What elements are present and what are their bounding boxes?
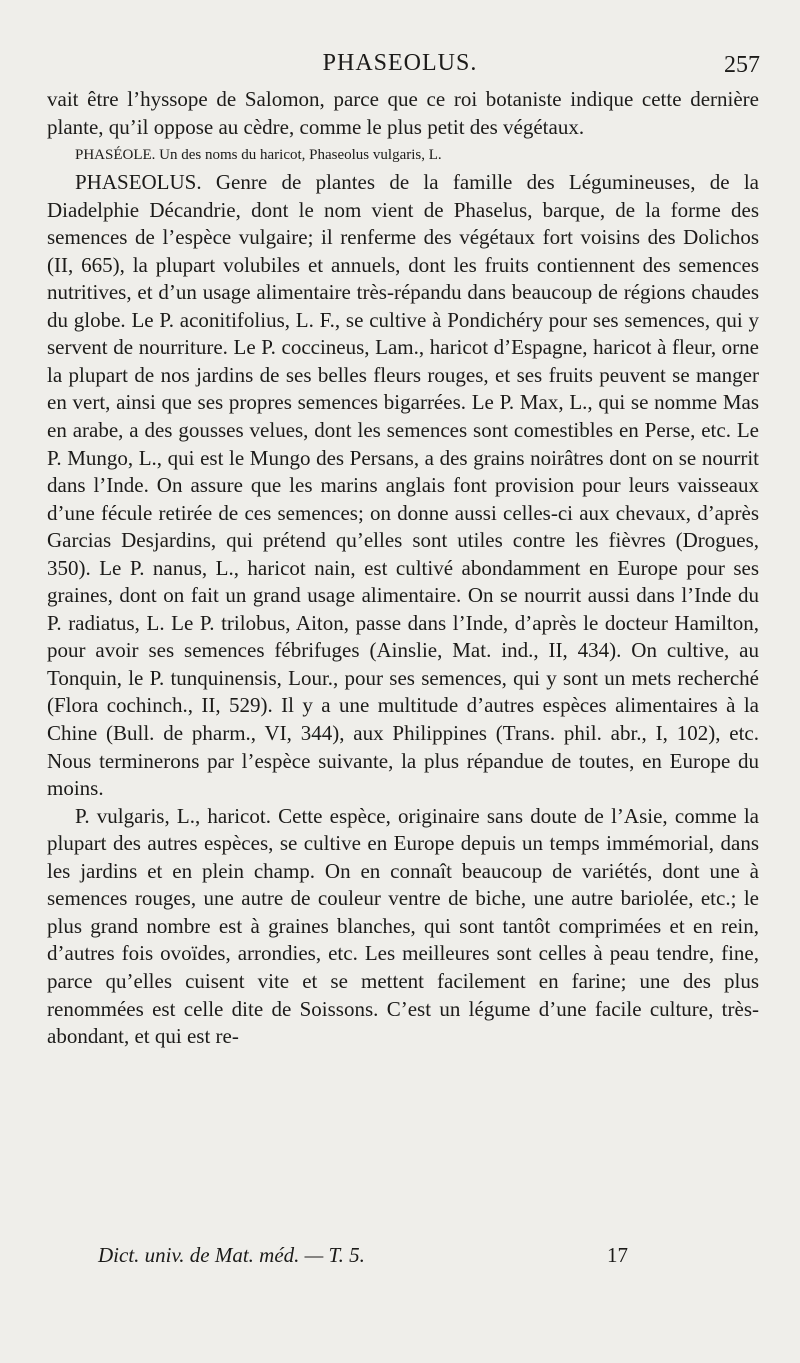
paragraph-phaseolus-entry: PHASEOLUS. Genre de plantes de la famille des Légumineuses, de la Diadelphie Décandrie, dont le nom vient de Phaselus, barque, de la forme des semences de l’espèce vulgaire; il renferme des végétaux fort voisins des Dolichos (II, 665), la plupart volubiles et annuels, dont les fruits contiennent des semences nutritives, et d’un usage alimentaire très-répandu dans beaucoup de régions chaudes du globe. Le P. aconitifolius, L. F., se cultive à Pondichéry pour ses semences, qui y servent de nourriture. Le P. coccineus, Lam., haricot d’Espagne, haricot à fleur, orne la plupart de nos jardins de ses belles fleurs rouges, et ses fruits peuvent se manger en vert, ainsi que ses propres semences bigarrées. Le P. Max, L., qui se nomme Mas en arabe, a des gousses velues, dont les semences sont comestibles en Perse, etc. Le P. Mungo, L., qui est le Mungo des Persans, a des grains noirâtres dont on se nourrit dans l’Inde. On assure que les marins anglais font provision pour leurs vaisseaux d’une fécule retirée de ces semences; on donne aussi celles-ci aux chevaux, d’après Garcias Desjardins, qui prétend qu’elles sont utiles contre les fièvres (Drogues, 350). Le P. nanus, L., haricot nain, est cultivé abondamment en Europe pour ses graines, dont on fait un grand usage alimentaire. On se nourrit aussi dans l’Inde du P. radiatus, L. Le P. trilobus, Aiton, passe dans l’Inde, d’après le docteur Hamilton, pour avoir ses semences fébrifuges (Ainslie, Mat. ind., II, 434). On cultive, au Tonquin, le P. tunquinensis, Lour., pour ses semences, qui y sont un mets recherché (Flora cochinch., II, 529). Il y a une multitude d’autres espèces alimentaires à la Chine (Bull. de pharm., VI, 344), aux Philippines (Trans. phil. abr., I, 102), etc. Nous terminerons par l’espèce suivante, la plus répandue de toutes, en Europe du moins. xyxy=(47,170,759,801)
page-footer xyxy=(0,1243,800,1273)
paragraph-vulgaris-entry: P. vulgaris, L., haricot. Cette espèce, originaire sans doute de l’Asie, comme la plupart des autres espèces, se cultive en Europe depuis un temps immémorial, dans les jardins et en plein champ. On en connaît beaucoup de variétés, dont une à semences rouges, une autre de couleur ventre de biche, une autre bariolée, etc.; le plus grand nombre est à graines blanches, qui sont tantôt comprimées et en rein, d’autres fois ovoïdes, arrondies, etc. Les meilleures sont celles à peau tendre, fine, parce qu’elles cuisent vite et se mettent facilement en farine; une des plus renommées est celle dite de Soissons. C’est un légume d’une facile culture, très-abondant, et qui est re- xyxy=(47,803,759,1049)
paragraph-phaseole-entry: PHASÉOLE. Un des noms du haricot, Phaseolus vulgaris, L. xyxy=(75,147,442,164)
running-title: PHASEOLUS. xyxy=(322,50,478,76)
page-number: 257 xyxy=(724,52,760,78)
footer-sheet-number: 17 xyxy=(607,1243,628,1267)
page-body xyxy=(47,86,759,1051)
paragraph-continuation: vait être l’hyssope de Salomon, parce que ce roi botaniste indique cette dernière plante, qu’il oppose au cèdre, comme le plus petit des végétaux. xyxy=(47,87,759,139)
page-header xyxy=(0,50,800,84)
footer-signature: Dict. univ. de Mat. méd. — T. 5. xyxy=(98,1243,365,1267)
